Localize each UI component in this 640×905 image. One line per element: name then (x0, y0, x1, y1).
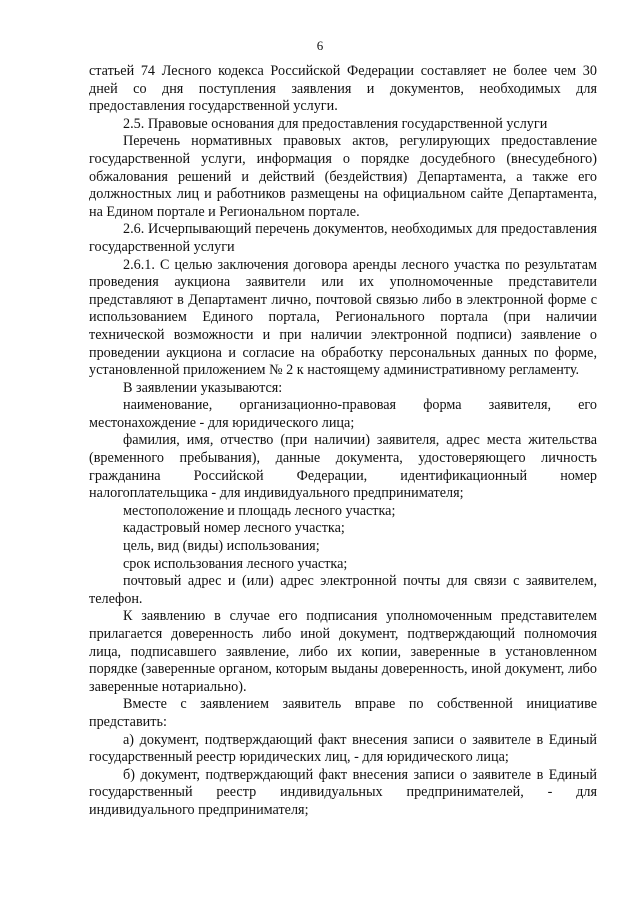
paragraph: В заявлении указываются: (123, 379, 283, 396)
list-item: б) документ, подтверждающий факт внесения записи о заявителе в Единый государственный реестр индивидуальных предпринимателей, - для индивидуального предпринимателя; (89, 766, 597, 818)
paragraph: статьей 74 Лесного кодекса Российской Федерации составляет не более чем 30 дней со дня поступления заявления и документов, необходимых для предоставления государственной услуги. (89, 63, 597, 115)
list-item: местоположение и площадь лесного участка; (123, 502, 396, 519)
paragraph: Перечень нормативных правовых актов, регулирующих предоставление государственной услуги, информация о порядке досудебного (внесудебного) обжалования решений и действий (бездействия) Департамента, а также его должностных лиц и работников размещены на официальном сайте Департамента, на Едином портале и Региональном портале. (89, 133, 597, 220)
paragraph: Вместе с заявлением заявитель вправе по собственной инициативе представить: (89, 696, 597, 730)
paragraph: К заявлению в случае его подписания уполномоченным представителем прилагается доверенность либо иной документ, подтверждающий полномочия лица, подписавшего заявление, либо их копии, заверенные в установленном порядке (заверенные органом, которым выданы доверенность, иной документ, либо заверенные нотариально). (89, 608, 597, 695)
section-heading: 2.5. Правовые основания для предоставления государственной услуги (123, 115, 548, 132)
list-item: кадастровый номер лесного участка; (123, 520, 345, 537)
list-item: срок использования лесного участка; (123, 555, 348, 572)
list-item: наименование, организационно-правовая форма заявителя, его местонахождение - для юридического лица; (89, 397, 597, 431)
list-item: а) документ, подтверждающий факт внесения записи о заявителе в Единый государственный реестр юридических лиц, - для юридического лица; (89, 731, 597, 766)
page-number: 6 (316, 38, 324, 53)
list-item: почтовый адрес и (или) адрес электронной почты для связи с заявителем, телефон. (89, 573, 597, 607)
section-heading: 2.6. Исчерпывающий перечень документов, необходимых для предоставления государственной услуги (89, 221, 597, 255)
paragraph: 2.6.1. С целью заключения договора аренды лесного участка по результатам проведения аукциона заявители или их уполномоченные представители представляют в Департамент лично, почтовой связью либо в электронной форме с использованием Единого портала, Регионального портала (при наличии технической возможности и при наличии электронной подписи) заявление о проведении аукциона и согласие на обработку персональных данных по форме, установленной приложением № 2 к настоящему административному регламенту. (89, 256, 597, 379)
document-body (89, 63, 597, 820)
list-item: фамилия, имя, отчество (при наличии) заявителя, адрес места жительства (временного пребывания), данные документа, удостоверяющего личность гражданина Российской Федерации, идентификационный номер налогоплательщика - для индивидуального предпринимателя; (89, 432, 597, 502)
list-item: цель, вид (виды) использования; (123, 538, 320, 555)
